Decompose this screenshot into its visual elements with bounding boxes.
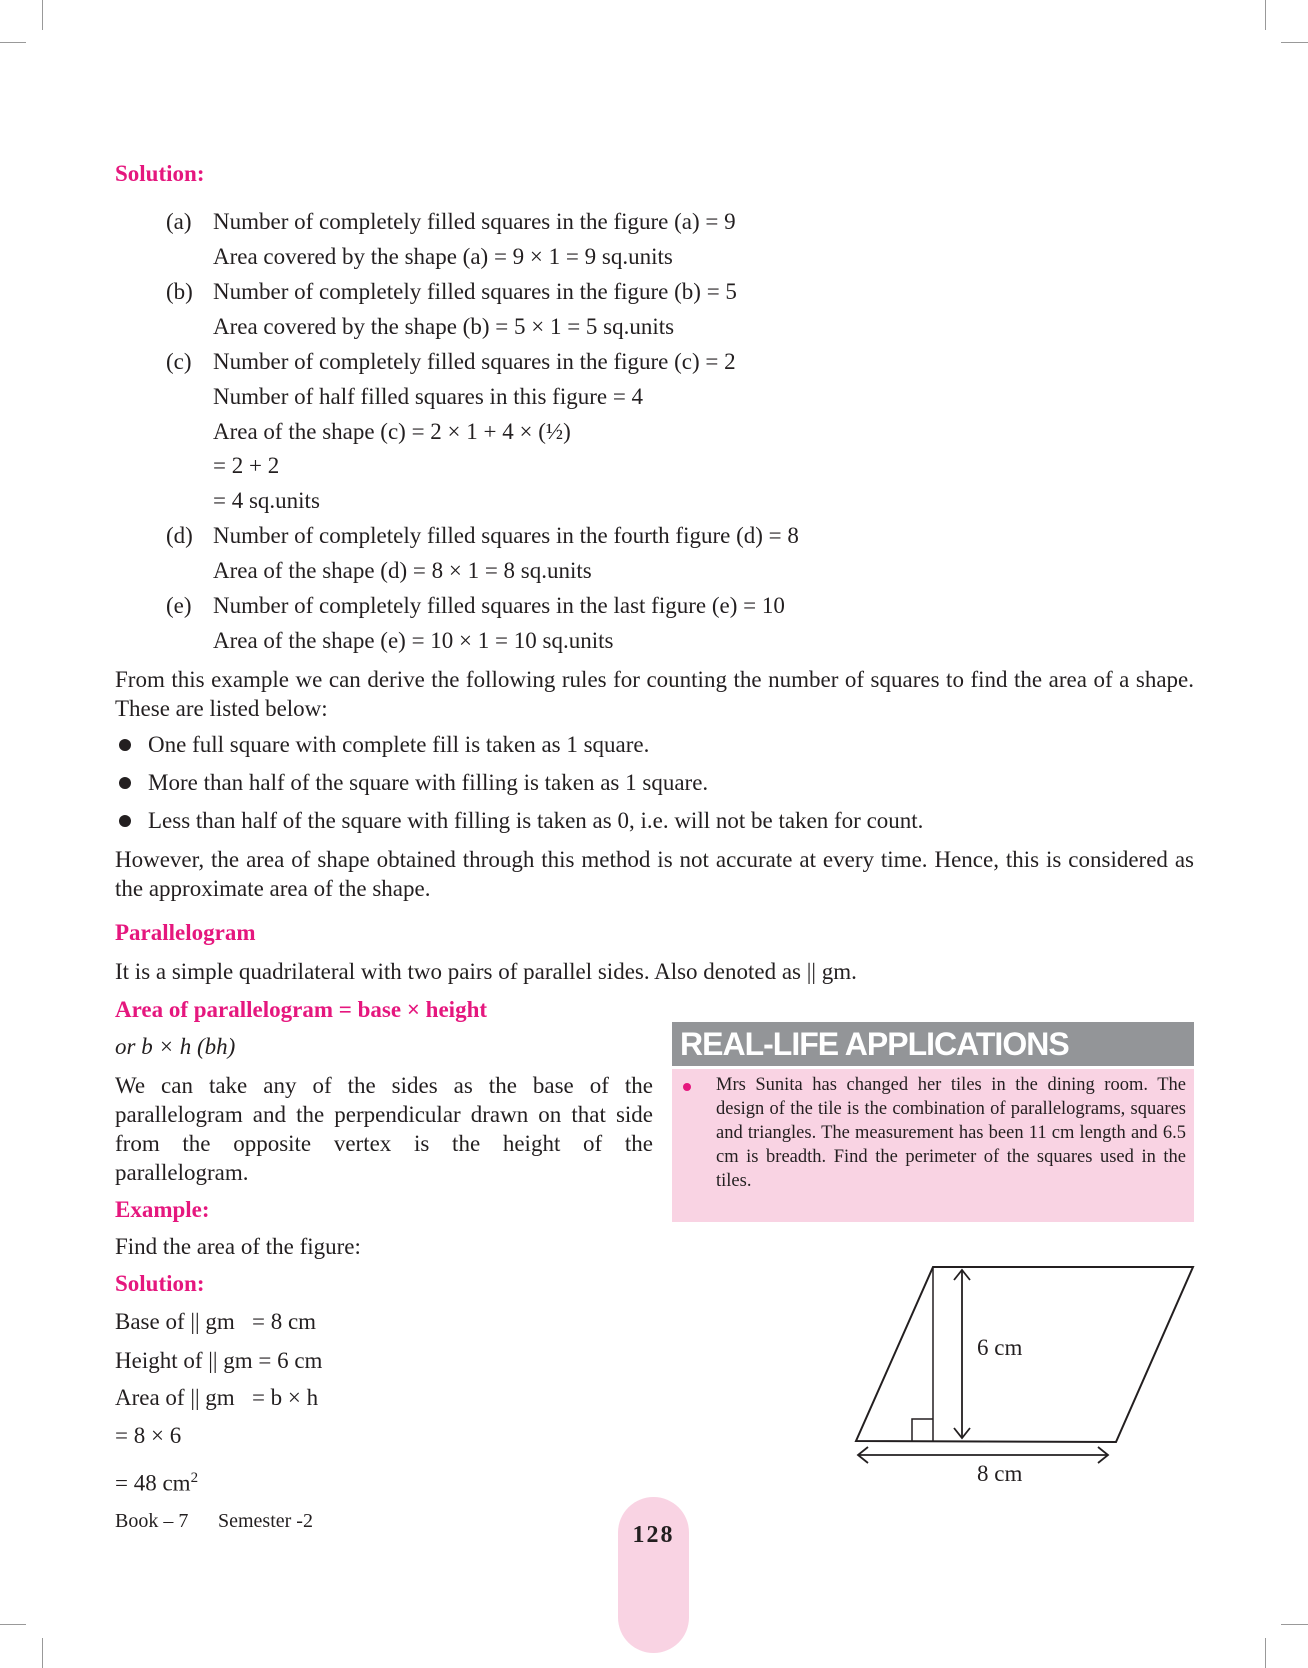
parallelogram-definition: It is a simple quadrilateral with two pairs of parallel sides. Also denoted as || gm.: [115, 959, 857, 984]
solution-line: Area of the shape (e) = 10 × 1 = 10 sq.units: [213, 628, 614, 653]
solution-line: Number of half filled squares in this figure = 4: [213, 384, 644, 409]
item-label: (d): [166, 523, 193, 548]
formula-alt: or b × h (bh): [115, 1034, 236, 1059]
item-label: (b): [166, 279, 193, 304]
answer-text: = 48 cm: [115, 1470, 191, 1496]
height-label: 6 cm: [977, 1335, 1023, 1360]
item-label: (e): [166, 593, 192, 618]
solution-line: Number of completely filled squares in the figure (c) = 2: [213, 349, 736, 374]
item-label: (c): [166, 349, 192, 374]
solution-line: = 2 + 2: [213, 453, 280, 478]
right-angle-icon: [912, 1419, 933, 1441]
example-solution-heading: Solution:: [115, 1271, 205, 1296]
solution-line: Area covered by the shape (a) = 9 × 1 = 9 sq.units: [213, 244, 673, 269]
solution-heading: Solution:: [115, 161, 205, 186]
rule-item: More than half of the square with filling is taken as 1 square.: [148, 770, 709, 795]
solution-line: Area of the shape (d) = 8 × 1 = 8 sq.units: [213, 558, 592, 583]
example-step: Height of || gm = 6 cm: [115, 1348, 323, 1373]
unit-superscript: 2: [190, 1470, 199, 1486]
solution-line: Area of the shape (c) = 2 × 1 + 4 × (½): [213, 419, 571, 444]
footer-semester: Semester -2: [218, 1510, 313, 1532]
page-number: 128: [632, 1522, 675, 1548]
parallelogram-explanation: We can take any of the sides as the base of the parallelogram and the perpendicular drawn on that side from the opposite vertex is the height of the parallelogram.: [115, 1073, 653, 1185]
parallelogram-shape: [856, 1267, 1193, 1442]
footer-book: Book – 7: [115, 1510, 189, 1532]
rules-intro: From this example we can derive the following rules for counting the number of squares to find the area of a shape. These are listed below:: [115, 667, 1194, 721]
real-life-header: REAL-LIFE APPLICATIONS: [672, 1022, 1194, 1066]
solution-line: Number of completely filled squares in the figure (a) = 9: [213, 209, 736, 234]
item-label: (a): [166, 209, 192, 234]
solution-line: = 4 sq.units: [213, 488, 320, 513]
page-number-tab: [618, 1497, 689, 1653]
solution-line: Number of completely filled squares in the last figure (e) = 10: [213, 593, 785, 618]
rule-item: One full square with complete fill is taken as 1 square.: [148, 732, 650, 757]
real-life-text: Mrs Sunita has changed her tiles in the dining room. The design of the tile is the combination of parallelograms, squares and triangles. The measurement has been 11 cm length and 6.5 cm is breadth. Find the perimeter of the squares used in the tiles.: [716, 1075, 1186, 1191]
rule-item: Less than half of the square with filling is taken as 0, i.e. will not be taken for count.: [148, 808, 924, 833]
formula-heading: Area of parallelogram = base × height: [115, 997, 488, 1022]
solution-line: Number of completely filled squares in the fourth figure (d) = 8: [213, 523, 799, 548]
solution-line: Number of completely filled squares in the figure (b) = 5: [213, 279, 737, 304]
example-step: Base of || gm = 8 cm: [115, 1309, 317, 1334]
example-question: Find the area of the figure:: [115, 1234, 361, 1259]
base-label: 8 cm: [977, 1461, 1023, 1486]
parallelogram-heading: Parallelogram: [115, 920, 256, 945]
example-step: = 8 × 6: [115, 1423, 182, 1448]
example-heading: Example:: [115, 1197, 210, 1222]
rules-note: However, the area of shape obtained through this method is not accurate at every time. Hence, this is considered as the approximate area of the shape.: [115, 847, 1194, 901]
example-step: Area of || gm = b × h: [115, 1385, 319, 1410]
solution-line: Area covered by the shape (b) = 5 × 1 = 5 sq.units: [213, 314, 675, 339]
